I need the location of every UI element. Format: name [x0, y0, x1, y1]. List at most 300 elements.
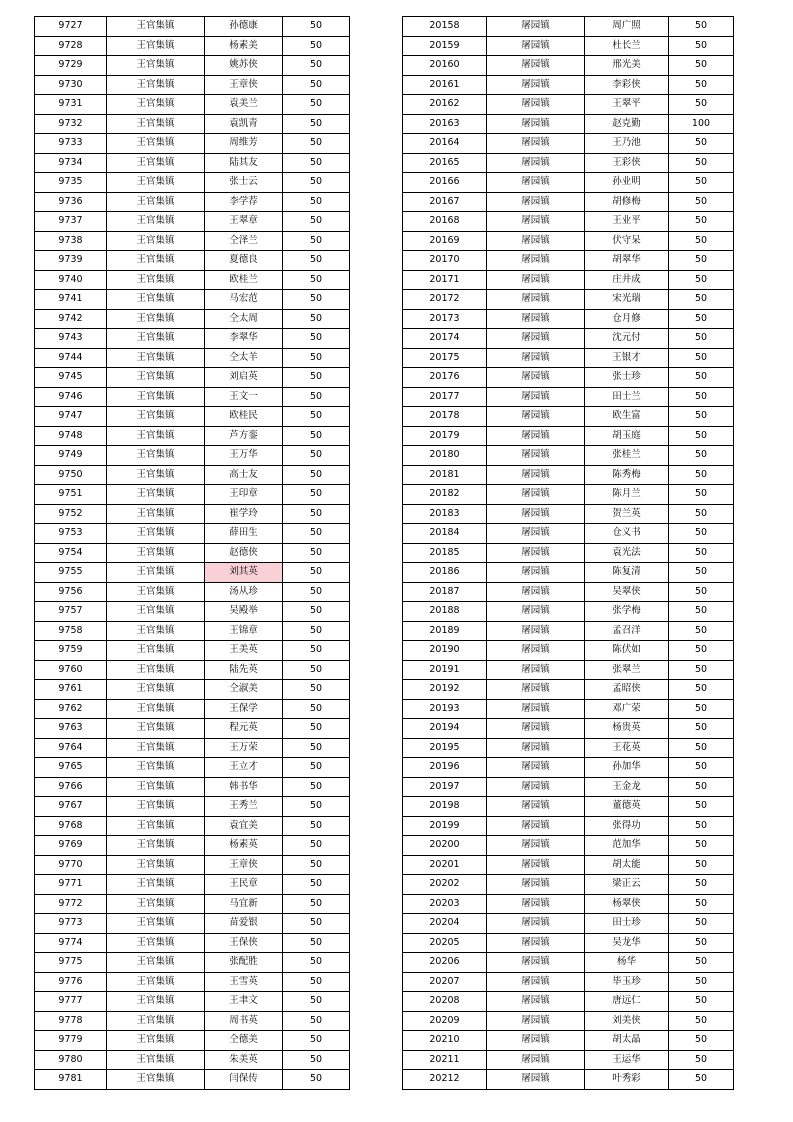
person-name-cell[interactable]: 孙德康 — [205, 17, 283, 37]
person-name-cell[interactable]: 王美英 — [205, 641, 283, 661]
town-cell[interactable]: 王官集镇 — [107, 1070, 205, 1090]
amount-cell[interactable]: 50 — [283, 1050, 350, 1070]
record-id-cell[interactable]: 20168 — [403, 212, 487, 232]
town-cell[interactable]: 王官集镇 — [107, 719, 205, 739]
town-cell[interactable]: 屠园镇 — [487, 173, 585, 193]
person-name-cell[interactable]: 张桂兰 — [585, 446, 669, 466]
record-id-cell[interactable]: 20207 — [403, 972, 487, 992]
person-name-cell[interactable]: 胡修梅 — [585, 192, 669, 212]
amount-cell[interactable]: 50 — [283, 582, 350, 602]
record-id-cell[interactable]: 20160 — [403, 56, 487, 76]
person-name-cell[interactable]: 周维芳 — [205, 134, 283, 154]
amount-cell[interactable]: 50 — [283, 816, 350, 836]
amount-cell[interactable]: 50 — [669, 504, 734, 524]
town-cell[interactable]: 王官集镇 — [107, 348, 205, 368]
amount-cell[interactable]: 50 — [283, 56, 350, 76]
town-cell[interactable]: 屠园镇 — [487, 192, 585, 212]
person-name-cell[interactable]: 贺兰英 — [585, 504, 669, 524]
town-cell[interactable]: 王官集镇 — [107, 153, 205, 173]
amount-cell[interactable]: 50 — [283, 270, 350, 290]
amount-cell[interactable]: 50 — [283, 680, 350, 700]
person-name-cell[interactable]: 王翠章 — [205, 212, 283, 232]
record-id-cell[interactable]: 9729 — [35, 56, 107, 76]
amount-cell[interactable]: 50 — [283, 251, 350, 271]
record-id-cell[interactable]: 9751 — [35, 485, 107, 505]
record-id-cell[interactable]: 20209 — [403, 1011, 487, 1031]
person-name-cell[interactable]: 马宜新 — [205, 894, 283, 914]
person-name-cell[interactable]: 薛田生 — [205, 524, 283, 544]
record-id-cell[interactable]: 9777 — [35, 992, 107, 1012]
town-cell[interactable]: 王官集镇 — [107, 875, 205, 895]
amount-cell[interactable]: 50 — [669, 309, 734, 329]
record-id-cell[interactable]: 9742 — [35, 309, 107, 329]
record-id-cell[interactable]: 9730 — [35, 75, 107, 95]
person-name-cell[interactable]: 姚苏侠 — [205, 56, 283, 76]
town-cell[interactable]: 屠园镇 — [487, 465, 585, 485]
town-cell[interactable]: 屠园镇 — [487, 348, 585, 368]
record-id-cell[interactable]: 20189 — [403, 621, 487, 641]
amount-cell[interactable]: 50 — [283, 465, 350, 485]
person-name-cell[interactable]: 王立才 — [205, 758, 283, 778]
town-cell[interactable]: 屠园镇 — [487, 582, 585, 602]
person-name-cell[interactable]: 邓广荣 — [585, 699, 669, 719]
town-cell[interactable]: 屠园镇 — [487, 270, 585, 290]
record-id-cell[interactable]: 9762 — [35, 699, 107, 719]
person-name-cell[interactable]: 夏德良 — [205, 251, 283, 271]
amount-cell[interactable]: 50 — [669, 192, 734, 212]
town-cell[interactable]: 王官集镇 — [107, 95, 205, 115]
amount-cell[interactable]: 50 — [669, 329, 734, 349]
record-id-cell[interactable]: 9759 — [35, 641, 107, 661]
record-id-cell[interactable]: 9737 — [35, 212, 107, 232]
amount-cell[interactable]: 50 — [283, 17, 350, 37]
person-name-cell[interactable]: 王花英 — [585, 738, 669, 758]
record-id-cell[interactable]: 20202 — [403, 875, 487, 895]
person-name-cell[interactable]: 张翠兰 — [585, 660, 669, 680]
record-id-cell[interactable]: 20170 — [403, 251, 487, 271]
person-name-cell[interactable]: 陈月兰 — [585, 485, 669, 505]
record-id-cell[interactable]: 20186 — [403, 563, 487, 583]
amount-cell[interactable]: 50 — [669, 465, 734, 485]
person-name-cell[interactable]: 王民章 — [205, 875, 283, 895]
record-id-cell[interactable]: 9756 — [35, 582, 107, 602]
town-cell[interactable]: 王官集镇 — [107, 465, 205, 485]
town-cell[interactable]: 屠园镇 — [487, 543, 585, 563]
record-id-cell[interactable]: 20206 — [403, 953, 487, 973]
town-cell[interactable]: 屠园镇 — [487, 992, 585, 1012]
town-cell[interactable]: 王官集镇 — [107, 621, 205, 641]
record-id-cell[interactable]: 9732 — [35, 114, 107, 134]
town-cell[interactable]: 屠园镇 — [487, 1070, 585, 1090]
amount-cell[interactable]: 50 — [283, 153, 350, 173]
person-name-cell[interactable]: 欧生富 — [585, 407, 669, 427]
person-name-cell[interactable]: 杨素英 — [205, 836, 283, 856]
town-cell[interactable]: 王官集镇 — [107, 816, 205, 836]
person-name-cell[interactable]: 胡太能 — [585, 855, 669, 875]
person-name-cell[interactable]: 袁美兰 — [205, 95, 283, 115]
amount-cell[interactable]: 50 — [283, 231, 350, 251]
person-name-cell[interactable]: 王文一 — [205, 387, 283, 407]
amount-cell[interactable]: 50 — [669, 680, 734, 700]
amount-cell[interactable]: 50 — [283, 797, 350, 817]
amount-cell[interactable]: 50 — [669, 777, 734, 797]
person-name-cell[interactable]: 陆其友 — [205, 153, 283, 173]
record-id-cell[interactable]: 9728 — [35, 36, 107, 56]
record-id-cell[interactable]: 20179 — [403, 426, 487, 446]
town-cell[interactable]: 屠园镇 — [487, 563, 585, 583]
record-id-cell[interactable]: 9745 — [35, 368, 107, 388]
record-id-cell[interactable]: 9781 — [35, 1070, 107, 1090]
town-cell[interactable]: 王官集镇 — [107, 290, 205, 310]
record-id-cell[interactable]: 20183 — [403, 504, 487, 524]
amount-cell[interactable]: 50 — [283, 407, 350, 427]
amount-cell[interactable]: 50 — [669, 251, 734, 271]
record-id-cell[interactable]: 9738 — [35, 231, 107, 251]
person-name-cell[interactable]: 李彩侠 — [585, 75, 669, 95]
town-cell[interactable]: 屠园镇 — [487, 134, 585, 154]
town-cell[interactable]: 王官集镇 — [107, 699, 205, 719]
town-cell[interactable]: 屠园镇 — [487, 953, 585, 973]
town-cell[interactable]: 王官集镇 — [107, 407, 205, 427]
amount-cell[interactable]: 50 — [283, 933, 350, 953]
town-cell[interactable]: 屠园镇 — [487, 75, 585, 95]
record-id-cell[interactable]: 9747 — [35, 407, 107, 427]
amount-cell[interactable]: 50 — [669, 738, 734, 758]
person-name-cell[interactable]: 张得功 — [585, 816, 669, 836]
amount-cell[interactable]: 50 — [669, 426, 734, 446]
amount-cell[interactable]: 50 — [283, 875, 350, 895]
town-cell[interactable]: 屠园镇 — [487, 485, 585, 505]
town-cell[interactable]: 王官集镇 — [107, 953, 205, 973]
town-cell[interactable]: 王官集镇 — [107, 914, 205, 934]
record-id-cell[interactable]: 9769 — [35, 836, 107, 856]
town-cell[interactable]: 王官集镇 — [107, 738, 205, 758]
town-cell[interactable]: 王官集镇 — [107, 602, 205, 622]
town-cell[interactable]: 屠园镇 — [487, 368, 585, 388]
record-id-cell[interactable]: 9739 — [35, 251, 107, 271]
town-cell[interactable]: 屠园镇 — [487, 95, 585, 115]
town-cell[interactable]: 屠园镇 — [487, 914, 585, 934]
person-name-cell[interactable]: 周广照 — [585, 17, 669, 37]
town-cell[interactable]: 王官集镇 — [107, 1050, 205, 1070]
amount-cell[interactable]: 50 — [283, 953, 350, 973]
person-name-cell[interactable]: 王乃池 — [585, 134, 669, 154]
amount-cell[interactable]: 50 — [669, 1031, 734, 1051]
person-name-cell[interactable]: 张士云 — [205, 173, 283, 193]
amount-cell[interactable]: 50 — [669, 95, 734, 115]
amount-cell[interactable]: 50 — [283, 992, 350, 1012]
town-cell[interactable]: 屠园镇 — [487, 309, 585, 329]
amount-cell[interactable]: 100 — [669, 114, 734, 134]
town-cell[interactable]: 王官集镇 — [107, 660, 205, 680]
amount-cell[interactable]: 50 — [669, 797, 734, 817]
town-cell[interactable]: 王官集镇 — [107, 543, 205, 563]
record-id-cell[interactable]: 9761 — [35, 680, 107, 700]
amount-cell[interactable]: 50 — [283, 836, 350, 856]
town-cell[interactable]: 屠园镇 — [487, 446, 585, 466]
person-name-cell[interactable]: 欧桂民 — [205, 407, 283, 427]
amount-cell[interactable]: 50 — [669, 563, 734, 583]
record-id-cell[interactable]: 20164 — [403, 134, 487, 154]
record-id-cell[interactable]: 9764 — [35, 738, 107, 758]
record-id-cell[interactable]: 20187 — [403, 582, 487, 602]
person-name-cell[interactable]: 高士友 — [205, 465, 283, 485]
person-name-cell[interactable]: 王翠平 — [585, 95, 669, 115]
town-cell[interactable]: 王官集镇 — [107, 446, 205, 466]
person-name-cell[interactable]: 王印章 — [205, 485, 283, 505]
amount-cell[interactable]: 50 — [283, 524, 350, 544]
amount-cell[interactable]: 50 — [283, 543, 350, 563]
person-name-cell[interactable]: 欧桂兰 — [205, 270, 283, 290]
amount-cell[interactable]: 50 — [283, 602, 350, 622]
town-cell[interactable]: 屠园镇 — [487, 36, 585, 56]
record-id-cell[interactable]: 9755 — [35, 563, 107, 583]
amount-cell[interactable]: 50 — [669, 75, 734, 95]
record-id-cell[interactable]: 20172 — [403, 290, 487, 310]
person-name-cell[interactable]: 沈元付 — [585, 329, 669, 349]
record-id-cell[interactable]: 20180 — [403, 446, 487, 466]
amount-cell[interactable]: 50 — [669, 992, 734, 1012]
person-name-cell[interactable]: 王彩侠 — [585, 153, 669, 173]
town-cell[interactable]: 王官集镇 — [107, 134, 205, 154]
person-name-cell[interactable]: 刘美侠 — [585, 1011, 669, 1031]
amount-cell[interactable]: 50 — [669, 855, 734, 875]
town-cell[interactable]: 屠园镇 — [487, 1031, 585, 1051]
amount-cell[interactable]: 50 — [283, 368, 350, 388]
town-cell[interactable]: 王官集镇 — [107, 231, 205, 251]
person-name-cell[interactable]: 苗爱银 — [205, 914, 283, 934]
record-id-cell[interactable]: 20176 — [403, 368, 487, 388]
record-id-cell[interactable]: 9736 — [35, 192, 107, 212]
amount-cell[interactable]: 50 — [669, 290, 734, 310]
town-cell[interactable]: 屠园镇 — [487, 153, 585, 173]
town-cell[interactable]: 屠园镇 — [487, 231, 585, 251]
town-cell[interactable]: 王官集镇 — [107, 992, 205, 1012]
record-id-cell[interactable]: 20196 — [403, 758, 487, 778]
amount-cell[interactable]: 50 — [669, 660, 734, 680]
record-id-cell[interactable]: 20175 — [403, 348, 487, 368]
town-cell[interactable]: 王官集镇 — [107, 329, 205, 349]
amount-cell[interactable]: 50 — [283, 212, 350, 232]
amount-cell[interactable]: 50 — [283, 504, 350, 524]
person-name-cell[interactable]: 程元英 — [205, 719, 283, 739]
town-cell[interactable]: 王官集镇 — [107, 777, 205, 797]
person-name-cell[interactable]: 陆先英 — [205, 660, 283, 680]
amount-cell[interactable]: 50 — [669, 972, 734, 992]
town-cell[interactable]: 王官集镇 — [107, 485, 205, 505]
amount-cell[interactable]: 50 — [669, 836, 734, 856]
record-id-cell[interactable]: 9735 — [35, 173, 107, 193]
amount-cell[interactable]: 50 — [669, 446, 734, 466]
town-cell[interactable]: 屠园镇 — [487, 660, 585, 680]
amount-cell[interactable]: 50 — [283, 95, 350, 115]
record-id-cell[interactable]: 20177 — [403, 387, 487, 407]
record-id-cell[interactable]: 20195 — [403, 738, 487, 758]
amount-cell[interactable]: 50 — [669, 407, 734, 427]
record-id-cell[interactable]: 20169 — [403, 231, 487, 251]
person-name-cell[interactable]: 汤从珍 — [205, 582, 283, 602]
amount-cell[interactable]: 50 — [283, 192, 350, 212]
person-name-cell[interactable]: 董德英 — [585, 797, 669, 817]
amount-cell[interactable]: 50 — [283, 309, 350, 329]
amount-cell[interactable]: 50 — [669, 212, 734, 232]
amount-cell[interactable]: 50 — [669, 368, 734, 388]
amount-cell[interactable]: 50 — [283, 1070, 350, 1090]
person-name-cell[interactable]: 李学荐 — [205, 192, 283, 212]
town-cell[interactable]: 王官集镇 — [107, 212, 205, 232]
record-id-cell[interactable]: 9749 — [35, 446, 107, 466]
person-name-cell[interactable]: 王保学 — [205, 699, 283, 719]
record-id-cell[interactable]: 20174 — [403, 329, 487, 349]
person-name-cell[interactable]: 王万荣 — [205, 738, 283, 758]
amount-cell[interactable]: 50 — [669, 153, 734, 173]
amount-cell[interactable]: 50 — [283, 621, 350, 641]
record-id-cell[interactable]: 9733 — [35, 134, 107, 154]
person-name-cell[interactable]: 田士兰 — [585, 387, 669, 407]
amount-cell[interactable]: 50 — [669, 1011, 734, 1031]
town-cell[interactable]: 屠园镇 — [487, 251, 585, 271]
record-id-cell[interactable]: 20198 — [403, 797, 487, 817]
amount-cell[interactable]: 50 — [669, 387, 734, 407]
town-cell[interactable]: 屠园镇 — [487, 738, 585, 758]
person-name-cell[interactable]: 仝德美 — [205, 1031, 283, 1051]
amount-cell[interactable]: 50 — [283, 446, 350, 466]
amount-cell[interactable]: 50 — [669, 875, 734, 895]
amount-cell[interactable]: 50 — [283, 75, 350, 95]
town-cell[interactable]: 王官集镇 — [107, 56, 205, 76]
record-id-cell[interactable]: 9765 — [35, 758, 107, 778]
town-cell[interactable]: 屠园镇 — [487, 777, 585, 797]
record-id-cell[interactable]: 9734 — [35, 153, 107, 173]
person-name-cell[interactable]: 王万华 — [205, 446, 283, 466]
person-name-cell[interactable]: 陈秀梅 — [585, 465, 669, 485]
record-id-cell[interactable]: 9776 — [35, 972, 107, 992]
record-id-cell[interactable]: 9773 — [35, 914, 107, 934]
record-id-cell[interactable]: 9752 — [35, 504, 107, 524]
amount-cell[interactable]: 50 — [283, 173, 350, 193]
amount-cell[interactable]: 50 — [283, 777, 350, 797]
amount-cell[interactable]: 50 — [669, 758, 734, 778]
person-name-cell[interactable]: 吴龙华 — [585, 933, 669, 953]
town-cell[interactable]: 屠园镇 — [487, 972, 585, 992]
record-id-cell[interactable]: 9768 — [35, 816, 107, 836]
town-cell[interactable]: 王官集镇 — [107, 758, 205, 778]
amount-cell[interactable]: 50 — [283, 329, 350, 349]
record-id-cell[interactable]: 20185 — [403, 543, 487, 563]
person-name-cell[interactable]: 王秀兰 — [205, 797, 283, 817]
amount-cell[interactable]: 50 — [283, 641, 350, 661]
person-name-cell[interactable]: 胡翠华 — [585, 251, 669, 271]
record-id-cell[interactable]: 20190 — [403, 641, 487, 661]
town-cell[interactable]: 屠园镇 — [487, 1050, 585, 1070]
record-id-cell[interactable]: 20171 — [403, 270, 487, 290]
record-id-cell[interactable]: 9779 — [35, 1031, 107, 1051]
person-name-cell[interactable]: 杨华 — [585, 953, 669, 973]
record-id-cell[interactable]: 20166 — [403, 173, 487, 193]
town-cell[interactable]: 王官集镇 — [107, 641, 205, 661]
town-cell[interactable]: 王官集镇 — [107, 1031, 205, 1051]
amount-cell[interactable]: 50 — [669, 485, 734, 505]
amount-cell[interactable]: 50 — [669, 173, 734, 193]
record-id-cell[interactable]: 9740 — [35, 270, 107, 290]
amount-cell[interactable]: 50 — [669, 270, 734, 290]
record-id-cell[interactable]: 9778 — [35, 1011, 107, 1031]
amount-cell[interactable]: 50 — [283, 348, 350, 368]
person-name-cell[interactable]: 赵德侠 — [205, 543, 283, 563]
record-id-cell[interactable]: 20163 — [403, 114, 487, 134]
amount-cell[interactable]: 50 — [669, 17, 734, 37]
amount-cell[interactable]: 50 — [283, 1011, 350, 1031]
record-id-cell[interactable]: 20192 — [403, 680, 487, 700]
person-name-cell[interactable]: 梁正云 — [585, 875, 669, 895]
record-id-cell[interactable]: 9763 — [35, 719, 107, 739]
person-name-cell[interactable]: 叶秀彩 — [585, 1070, 669, 1090]
person-name-cell[interactable]: 朱美英 — [205, 1050, 283, 1070]
person-name-cell[interactable]: 芦方銮 — [205, 426, 283, 446]
record-id-cell[interactable]: 9748 — [35, 426, 107, 446]
amount-cell[interactable]: 50 — [669, 1050, 734, 1070]
amount-cell[interactable]: 50 — [283, 114, 350, 134]
record-id-cell[interactable]: 20208 — [403, 992, 487, 1012]
amount-cell[interactable]: 50 — [283, 290, 350, 310]
record-id-cell[interactable]: 20167 — [403, 192, 487, 212]
town-cell[interactable]: 屠园镇 — [487, 212, 585, 232]
town-cell[interactable]: 屠园镇 — [487, 602, 585, 622]
amount-cell[interactable]: 50 — [283, 758, 350, 778]
town-cell[interactable]: 王官集镇 — [107, 36, 205, 56]
person-name-cell[interactable]: 王保侠 — [205, 933, 283, 953]
record-id-cell[interactable]: 9758 — [35, 621, 107, 641]
record-id-cell[interactable]: 9744 — [35, 348, 107, 368]
person-name-cell[interactable]: 孟昭侠 — [585, 680, 669, 700]
person-name-cell[interactable]: 刘其英 — [205, 563, 283, 583]
amount-cell[interactable]: 50 — [283, 426, 350, 446]
town-cell[interactable]: 屠园镇 — [487, 524, 585, 544]
person-name-cell[interactable]: 刘启英 — [205, 368, 283, 388]
amount-cell[interactable]: 50 — [669, 933, 734, 953]
amount-cell[interactable]: 50 — [669, 621, 734, 641]
person-name-cell[interactable]: 陈伏如 — [585, 641, 669, 661]
record-id-cell[interactable]: 9772 — [35, 894, 107, 914]
person-name-cell[interactable]: 庄井成 — [585, 270, 669, 290]
person-name-cell[interactable]: 王业平 — [585, 212, 669, 232]
record-id-cell[interactable]: 20199 — [403, 816, 487, 836]
record-id-cell[interactable]: 9753 — [35, 524, 107, 544]
record-id-cell[interactable]: 20201 — [403, 855, 487, 875]
person-name-cell[interactable]: 孙业明 — [585, 173, 669, 193]
amount-cell[interactable]: 50 — [283, 485, 350, 505]
record-id-cell[interactable]: 9775 — [35, 953, 107, 973]
amount-cell[interactable]: 50 — [669, 56, 734, 76]
record-id-cell[interactable]: 9771 — [35, 875, 107, 895]
town-cell[interactable]: 屠园镇 — [487, 1011, 585, 1031]
town-cell[interactable]: 王官集镇 — [107, 855, 205, 875]
town-cell[interactable]: 屠园镇 — [487, 426, 585, 446]
town-cell[interactable]: 屠园镇 — [487, 56, 585, 76]
record-id-cell[interactable]: 20203 — [403, 894, 487, 914]
person-name-cell[interactable]: 王锦章 — [205, 621, 283, 641]
town-cell[interactable]: 王官集镇 — [107, 836, 205, 856]
amount-cell[interactable]: 50 — [669, 1070, 734, 1090]
town-cell[interactable]: 屠园镇 — [487, 641, 585, 661]
record-id-cell[interactable]: 20184 — [403, 524, 487, 544]
town-cell[interactable]: 屠园镇 — [487, 816, 585, 836]
record-id-cell[interactable]: 9750 — [35, 465, 107, 485]
town-cell[interactable]: 王官集镇 — [107, 972, 205, 992]
amount-cell[interactable]: 50 — [669, 914, 734, 934]
person-name-cell[interactable]: 邢光美 — [585, 56, 669, 76]
record-id-cell[interactable]: 20211 — [403, 1050, 487, 1070]
